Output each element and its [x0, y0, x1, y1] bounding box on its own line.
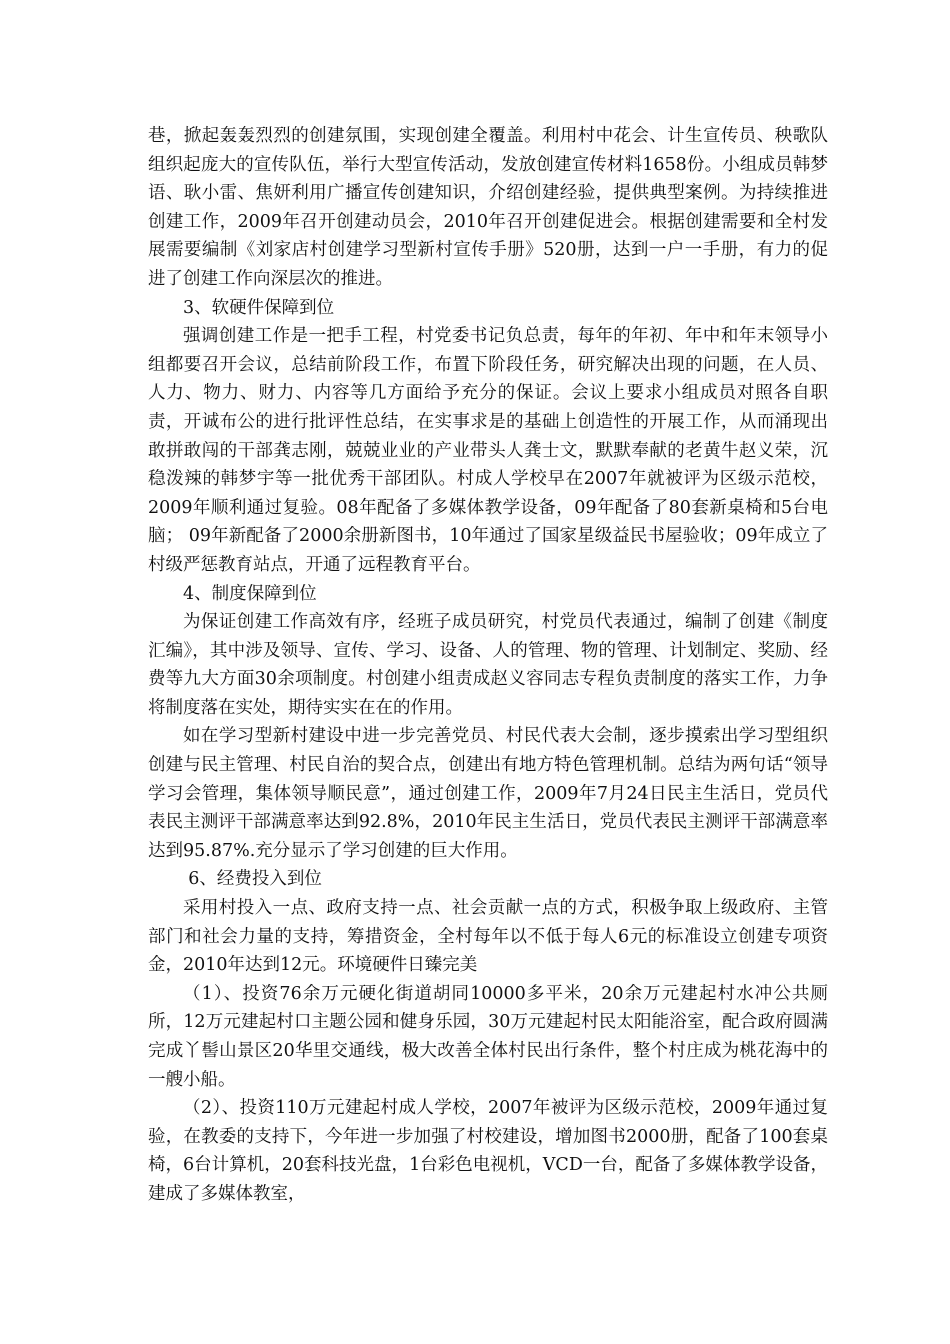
- paragraph-item-2: （2）、投资110万元建起村成人学校，2007年被评为区级示范校，2009年通过复验，在教委的支持下，今年进一步加强了村校建设，增加图书2000册，配备了100套桌椅，6台计算机，20套科技光盘，1台彩色电视机，VCD一台，配备了多媒体教学设备，建成了多媒体教室，: [148, 1098, 828, 1204]
- paragraph-funding: 采用村投入一点、政府支持一点、社会贡献一点的方式，积极争取上级政府、主管部门和社会力量的支持，筹措资金，全村每年以不低于每人6元的标准设立创建专项资金，2010年达到12元。环境硬件日臻完美: [148, 898, 828, 976]
- section-heading-4: 4、制度保障到位: [183, 583, 317, 604]
- document-body: [148, 122, 828, 1209]
- paragraph-hardware-software: 强调创建工作是一把手工程，村党委书记负总责，每年的年初、年中和年末领导小组都要召开会议，总结前阶段工作，布置下阶段任务，研究解决出现的问题，在人员、人力、物力、财力、内容等几方面给予充分的保证。会议上要求小组成员对照各自职责，开诚布公的进行批评性总结，在实事求是的基础上创造性的开展工作，从而涌现出敢拼敢闯的干部龚志刚，兢兢业业的产业带头人龚士文，默默奉献的老黄牛赵义荣，沉稳泼辣的韩梦宇等一批优秀干部团队。村成人学校早在2007年就被评为区级示范校，2009年顺利通过复验。08年配备了多媒体教学设备，09年配备了80套新桌椅和5台电脑； 09年新配备了2000余册新图书，10年通过了国家星级益民书屋验收；09年成立了村级严惩教育站点，开通了远程教育平台。: [148, 326, 828, 575]
- paragraph-system-guarantee: 为保证创建工作高效有序，经班子成员研究，村党员代表通过，编制了创建《制度汇编》，其中涉及领导、宣传、学习、设备、人的管理、物的管理、计划制定、奖励、经费等九大方面30余项制度。村创建小组责成赵义容同志专程负责制度的落实工作，力争将制度落在实处，期待实实在在的作用。: [148, 612, 828, 718]
- paragraph-democratic-management: 如在学习型新村建设中进一步完善党员、村民代表大会制，逐步摸索出学习型组织创建与民主管理、村民自治的契合点，创建出有地方特色管理机制。总结为两句话“领导学习会管理，集体领导顺民意”，通过创建工作，2009年7月24日民主生活日，党员代表民主测评干部满意率达到92.8%，2010年民主生活日，党员代表民主测评干部满意率达到95.87%.充分显示了学习创建的巨大作用。: [148, 726, 828, 861]
- paragraph-item-1: （1）、投资76余万元硬化街道胡同10000多平米，20余万元建起村水冲公共厕所，12万元建起村口主题公园和健身乐园，30万元建起村民太阳能浴室，配合政府圆满完成丫髻山景区20华里交通线，极大改善全体村民出行条件，整个村庄成为桃花海中的一艘小船。: [148, 983, 828, 1090]
- section-heading-6: 6、经费投入到位: [188, 869, 322, 890]
- section-heading-3: 3、软硬件保障到位: [183, 297, 335, 318]
- paragraph-publicity-continued: 巷，掀起轰轰烈烈的创建氛围，实现创建全覆盖。利用村中花会、计生宣传员、秧歌队组织起庞大的宣传队伍，举行大型宣传活动，发放创建宣传材料1658份。小组成员韩梦语、耿小雷、焦妍利用广播宣传创建知识，介绍创建经验，提供典型案例。为持续推进创建工作，2009年召开创建动员会，2010年召开创建促进会。根据创建需要和全村发展需要编制《刘家店村创建学习型新村宣传手册》520册，达到一户一手册，有力的促进了创建工作向深层次的推进。: [148, 126, 828, 289]
